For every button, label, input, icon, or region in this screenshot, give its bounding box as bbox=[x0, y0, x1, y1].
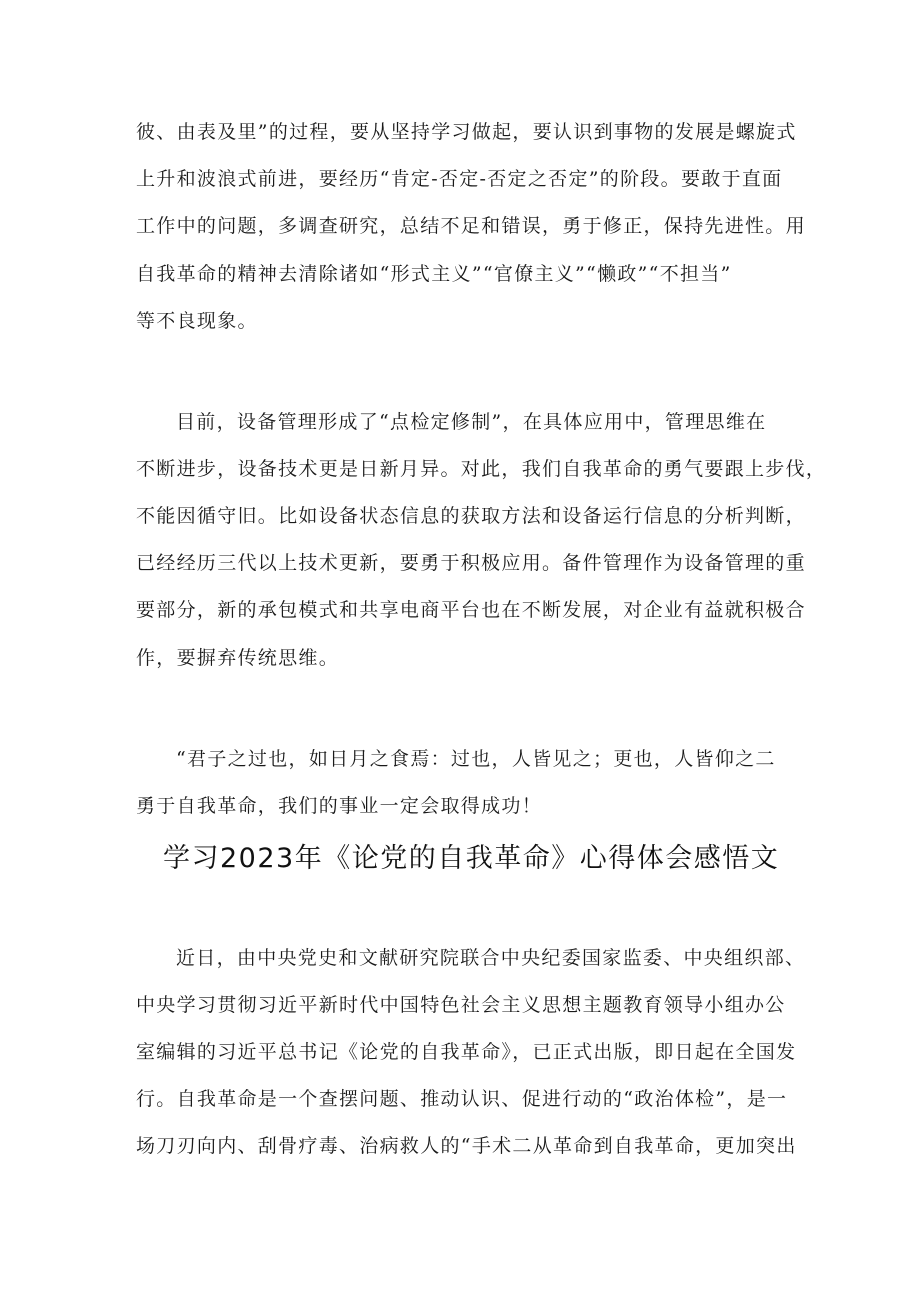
paragraph-1-line: 等不良现象。 bbox=[136, 310, 258, 332]
paragraph-1-line: 自我革命的精神去清除诸如“形式主义”“官僚主义”“懒政”“不担当” bbox=[136, 263, 732, 285]
paragraph-1-line: 工作中的问题，多调查研究，总结不足和错误，勇于修正，保持先进性。用 bbox=[136, 215, 806, 237]
paragraph-3-line: 勇于自我革命，我们的事业一定会取得成功！ bbox=[136, 795, 543, 817]
paragraph-4-line: 中央学习贯彻习近平新时代中国特色社会主义思想主题教育领导小组办公 bbox=[136, 994, 786, 1016]
paragraph-3-line: “君子之过也，如日月之食焉：过也，人皆见之；更也，人皆仰之二 bbox=[176, 748, 776, 770]
paragraph-2-line: 已经经历三代以上技术更新，要勇于积极应用。备件管理作为设备管理的重 bbox=[136, 552, 806, 574]
paragraph-2-line: 目前，设备管理形成了“点检定修制”，在具体应用中，管理思维在 bbox=[176, 411, 767, 433]
paragraph-4-line: 场刀刃向内、刮骨疗毒、治病救人的“手术二从革命到自我革命，更加突出 bbox=[136, 1135, 797, 1157]
section-heading: 学习2023年《论党的自我革命》心得体会感悟文 bbox=[163, 843, 780, 874]
paragraph-1-line: 上升和波浪式前进，要经历“肯定-否定-否定之否定”的阶段。要敢于直面 bbox=[136, 168, 783, 190]
paragraph-1-line: 彼、由表及里”的过程，要从坚持学习做起，要认识到事物的发展是螺旋式 bbox=[136, 121, 797, 143]
paragraph-4-line: 行。自我革命是一个查摆问题、推动认识、促进行动的“政治体检”，是一 bbox=[136, 1088, 788, 1110]
paragraph-2-line: 不断进步，设备技术更是日新月异。对此，我们自我革命的勇气要跟上步伐， bbox=[136, 458, 827, 480]
paragraph-2-line: 作，要摒弃传统思维。 bbox=[136, 647, 340, 669]
paragraph-4-line: 近日，由中央党史和文献研究院联合中央纪委国家监委、中央组织部、 bbox=[176, 947, 806, 969]
paragraph-4-line: 室编辑的习近平总书记《论党的自我革命》，已正式出版，即日起在全国发 bbox=[136, 1041, 797, 1063]
paragraph-2-line: 要部分，新的承包模式和共享电商平台也在不断发展，对企业有益就积极合 bbox=[136, 599, 806, 621]
paragraph-2-line: 不能因循守旧。比如设备状态信息的获取方法和设备运行信息的分析判断， bbox=[136, 505, 806, 527]
